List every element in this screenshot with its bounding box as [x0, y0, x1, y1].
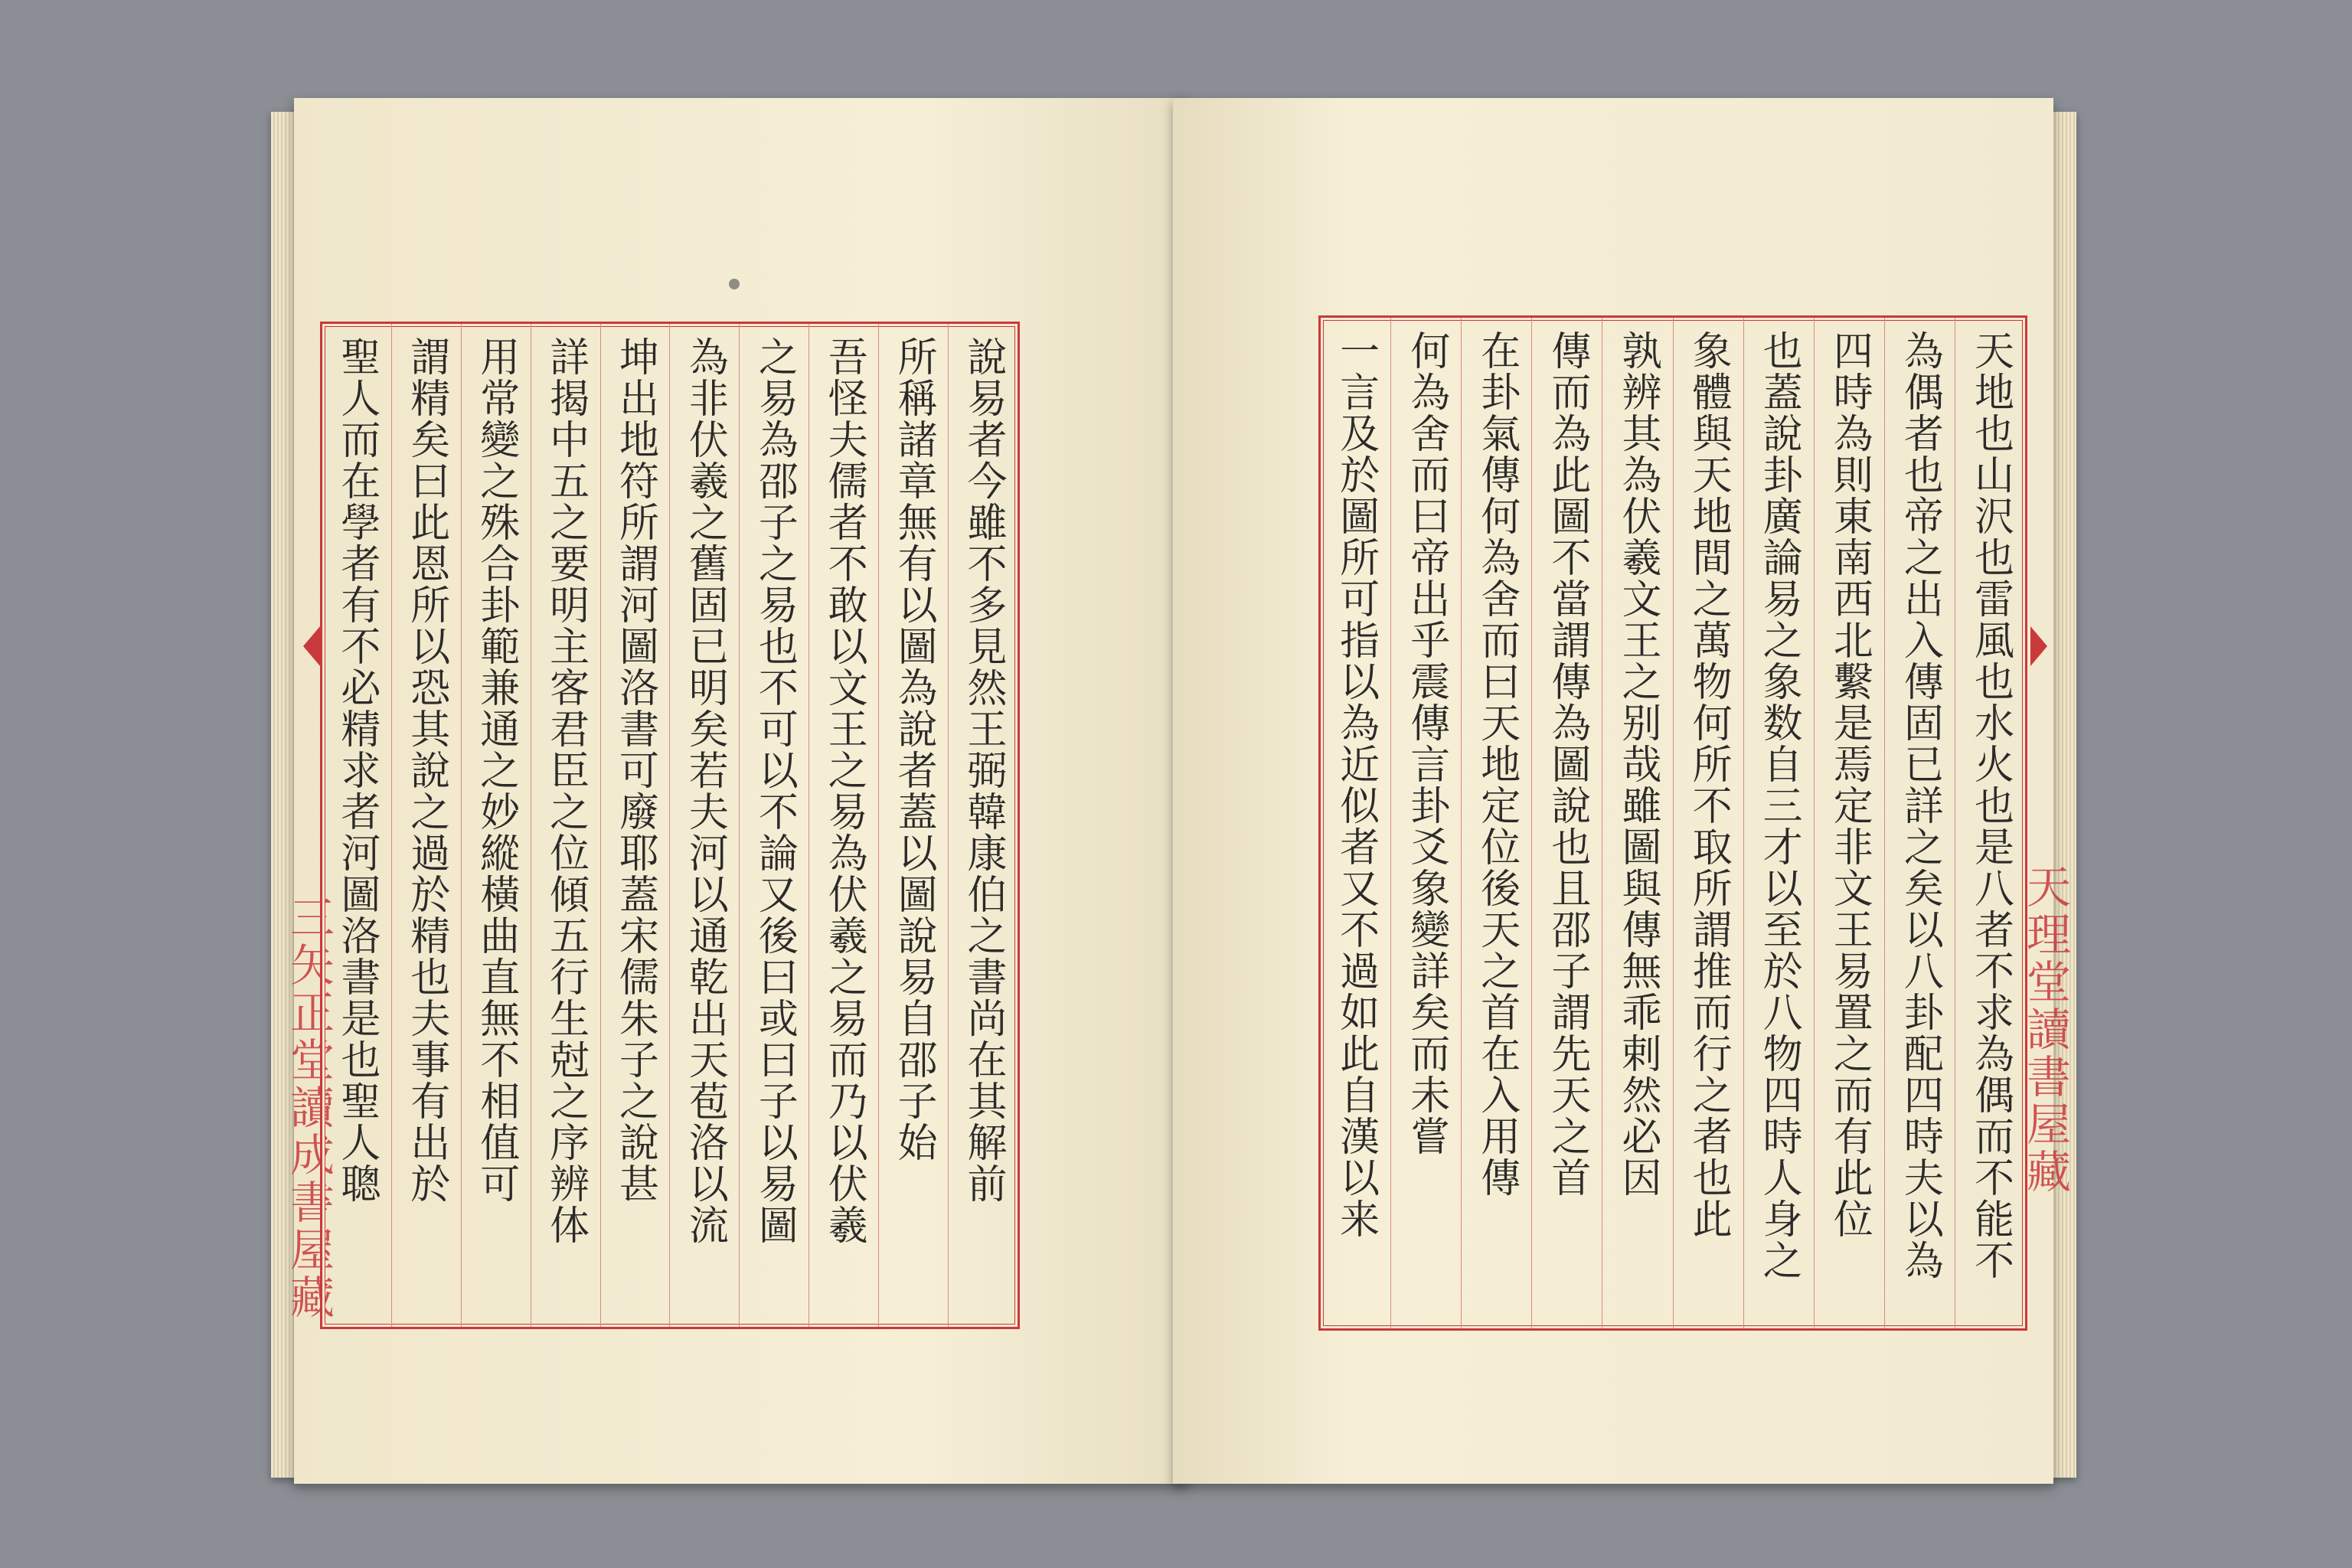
left-page [283, 98, 1188, 1484]
text-column [1531, 318, 1602, 1328]
text-column [1461, 318, 1531, 1328]
column-text: 聖人而在學者有不必精求者河圖洛書是也聖人聰 [333, 336, 380, 1204]
column-text: 在卦氣傳何為舍而曰天地定位後天之首在入用傳 [1473, 330, 1520, 1198]
column-text: 也蓋說卦廣論易之象数自三才以至於八物四時人身之 [1756, 330, 1802, 1281]
column-text: 之易為邵子之易也不可以不論又後曰或曰子以易圖 [751, 336, 798, 1246]
text-column [461, 324, 531, 1327]
column-text: 孰辨其為伏羲文王之别哉雖圖與傳無乖剌然必因 [1614, 330, 1661, 1198]
right-page [1173, 98, 2071, 1484]
text-column [600, 324, 670, 1327]
fold-mark-right [2030, 626, 2047, 666]
column-text: 坤出地符所謂河圖洛書可廢耶蓋宋儒朱子之說甚 [612, 336, 658, 1204]
column-text: 一言及於圖所可指以為近似者又不過如此自漢以来 [1332, 330, 1379, 1240]
text-column [1602, 318, 1672, 1328]
text-column [322, 324, 391, 1327]
text-column [391, 324, 461, 1327]
column-text: 說易者今雖不多見然王弼韓康伯之書尚在其解前 [960, 336, 1007, 1204]
open-book [282, 98, 2071, 1484]
column-text: 傳而為此圖不當謂傳為圖說也且邵子謂先天之首 [1544, 330, 1590, 1198]
edge-inscription-right: 天理堂讀書屋藏 [2019, 864, 2071, 1196]
column-text: 詳揭中五之要明主客君臣之位傾五行生尅之序辨体 [542, 336, 589, 1246]
column-text: 象體與天地間之萬物何所不取所謂推而行之者也此 [1685, 330, 1732, 1240]
ink-stain [729, 279, 740, 289]
column-text: 天地也山沢也雷風也水火也是八者不求為偶而不能不 [1967, 330, 2014, 1281]
text-column [1390, 318, 1461, 1328]
text-column [531, 324, 600, 1327]
column-text: 何為舍而曰帝出乎震傳言卦爻象變詳矣而未嘗 [1403, 330, 1449, 1157]
column-text: 為非伏羲之舊固已明矣若夫河以通乾出天苞洛以流 [681, 336, 728, 1246]
text-column [808, 324, 878, 1327]
text-column [1743, 318, 1814, 1328]
fold-mark-left [303, 626, 320, 666]
column-text: 用常變之殊合卦範兼通之妙縱橫曲直無不相值可 [472, 336, 519, 1204]
right-text-frame [1318, 315, 2027, 1331]
column-text: 為偶者也帝之出入傳固已詳之矣以八卦配四時夫以為 [1896, 330, 1943, 1281]
text-column [669, 324, 739, 1327]
edge-inscription-left: 三矢正堂讀成書屋藏 [283, 894, 335, 1321]
text-column [878, 324, 948, 1327]
text-column [1321, 318, 1390, 1328]
text-column [1955, 318, 2025, 1328]
text-column [1884, 318, 1955, 1328]
column-text: 謂精矣曰此恩所以恐其說之過於精也夫事有出於 [403, 336, 449, 1204]
text-column [1814, 318, 1884, 1328]
left-text-frame [320, 322, 1020, 1329]
column-text: 所稱諸章無有以圖為說者蓋以圖說易自邵子始 [890, 336, 937, 1163]
column-text: 四時為則東南西北繫是焉定非文王易置之而有此位 [1826, 330, 1873, 1240]
text-column [739, 324, 808, 1327]
column-text: 吾怪夫儒者不敢以文王之易為伏羲之易而乃以伏羲 [821, 336, 867, 1246]
text-column [1673, 318, 1743, 1328]
text-column [948, 324, 1018, 1327]
